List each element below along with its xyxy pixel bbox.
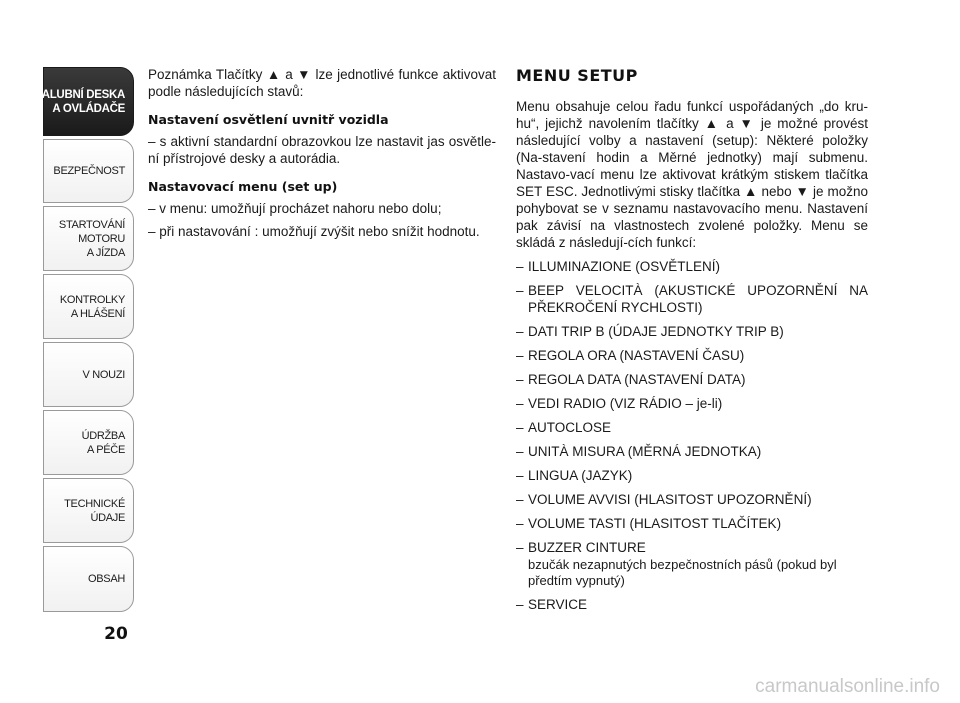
tab-label: ÚDRŽBA xyxy=(81,429,125,442)
list-item: – VEDI RADIO (VIZ RÁDIO – je-li) xyxy=(516,396,723,411)
list-item-note: bzučák nezapnutých bezpečnostních pásů (pokud byl předtím vypnutý) xyxy=(528,557,837,588)
list-item: – AUTOCLOSE xyxy=(516,420,612,435)
tab-label: MOTORU xyxy=(78,232,125,245)
list-item: – BUZZER CINTURE bzučák nezapnutých bezpečnostních pásů (pokud byl předtím vypnutý) xyxy=(516,539,868,589)
tab-label: A PÉČE xyxy=(87,443,125,456)
tab-label: V NOUZI xyxy=(82,368,125,381)
watermark: carmanualsonline.info xyxy=(755,676,940,697)
list-item: – VOLUME TASTI (HLASITOST TLAČÍTEK) xyxy=(516,516,782,531)
heading-setup-menu: Nastavovací menu (set up) xyxy=(148,179,338,194)
list-item: – ILLUMINAZIONE (OSVĚTLENÍ) xyxy=(516,259,721,274)
list-item: – DATI TRIP B (ÚDAJE JEDNOTKY TRIP B) xyxy=(516,324,784,339)
tab-bezpecnost[interactable] xyxy=(43,139,134,203)
right-column xyxy=(516,66,868,613)
tab-label: TECHNICKÉ xyxy=(64,497,125,510)
setup-paragraph-menu: – v menu: umožňují procházet nahoru nebo dolu; xyxy=(148,201,442,216)
tab-label: BEZPEČNOST xyxy=(53,165,125,177)
intro-note: Poznámka Tlačítky ▲ a ▼ lze jednotlivé funkce aktivovat podle následujících stavů: xyxy=(148,67,496,99)
list-item: – REGOLA DATA (NASTAVENÍ DATA) xyxy=(516,372,746,387)
list-item: – VOLUME AVVISI (HLASITOST UPOZORNĚNÍ) xyxy=(516,492,812,507)
list-item: – UNITÀ MISURA (MĚRNÁ JEDNOTKA) xyxy=(516,444,762,459)
tab-obsah[interactable] xyxy=(43,546,134,612)
tab-label: PALUBNÍ DESKA xyxy=(35,88,125,101)
tab-label: A JÍZDA xyxy=(86,246,125,259)
menu-function-list xyxy=(516,258,868,613)
tab-technicke-udaje[interactable] xyxy=(43,478,134,543)
tab-udrzba[interactable] xyxy=(43,410,134,475)
page-number: 20 xyxy=(104,624,128,644)
heading-interior-lighting: Nastavení osvětlení uvnitř vozidla xyxy=(148,112,389,127)
tab-v-nouzi[interactable] xyxy=(43,342,134,407)
tab-label: STARTOVÁNÍ xyxy=(58,218,125,231)
tab-label: A OVLÁDAČE xyxy=(52,102,125,115)
tab-label: OBSAH xyxy=(87,573,125,585)
list-item: – BEEP VELOCITÀ (AKUSTICKÉ UPOZORNĚNÍ NA PŘEKROČENÍ RYCHLOSTI) xyxy=(516,283,868,315)
tab-palubni-deska[interactable] xyxy=(35,67,134,136)
setup-paragraph-adjust: – při nastavování : umožňují zvýšit nebo snížit hodnotu. xyxy=(148,224,480,239)
tab-kontrolky[interactable] xyxy=(43,274,134,339)
list-item: – REGOLA ORA (NASTAVENÍ ČASU) xyxy=(516,348,745,363)
tab-label: KONTROLKY xyxy=(59,293,125,306)
lighting-paragraph: – s aktivní standardní obrazovkou lze nastavit jas osvětle-ní přístrojové desky a autorádia. xyxy=(148,134,496,166)
tab-startovani[interactable] xyxy=(43,206,134,271)
tab-label: ÚDAJE xyxy=(90,511,125,524)
list-item: – SERVICE xyxy=(516,597,588,612)
menu-description: Menu obsahuje celou řadu funkcí uspořádaných „do kru-hu“, jejichž navolením tlačítky ▲ a ▼ je možné provést následující volby a nastavení (setup): Některé položky (Na-stavení hodin a Měrné jednotky) mají submenu. Nastavo-vací menu lze aktivovat krátkým stiskem tlačítka SET ESC. Jednotlivými stisky tlačítka ▲ nebo ▼ je možno pohybovat se v seznamu nastavovacího menu. Nastavení pak závisí na vlastnostech zvolené položky. Menu se skládá z následují-cích funkcí: xyxy=(516,99,868,250)
section-title: MENU SETUP xyxy=(516,66,638,85)
tab-label: A HLÁŠENÍ xyxy=(70,307,125,320)
list-item: – LINGUA (JAZYK) xyxy=(516,468,633,483)
left-column xyxy=(148,66,496,240)
